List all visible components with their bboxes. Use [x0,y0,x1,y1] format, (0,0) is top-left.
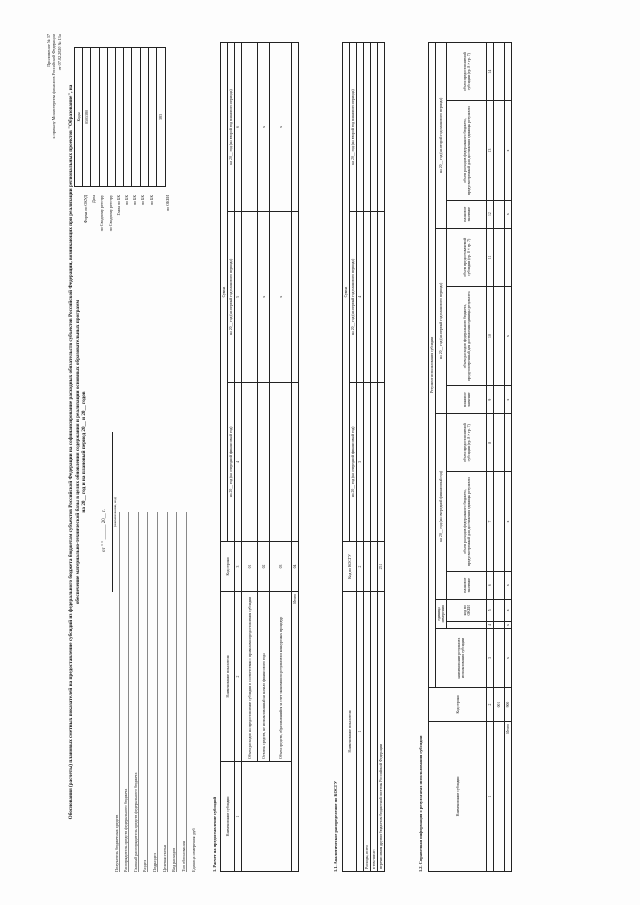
row-label: в том числе: [371,592,378,872]
cell[interactable] [494,200,505,228]
col-num: 10 [487,286,494,385]
meta-row [177,512,187,872]
cell[interactable] [378,211,385,382]
meta-label: Главный распорядитель средств федерального бюджета [132,772,138,872]
cell[interactable] [494,571,505,599]
col-year-3: на 20__ год (на второй год планового периода) [228,43,235,212]
code-label: Дата [91,195,97,203]
row-label: Объем средств, образовавшийся за счет экономии по результатам конкурсных процедур [270,592,292,762]
meta-label: Раздел [142,860,148,872]
col-num: 3 [235,542,242,592]
row-code: 04 [292,542,299,592]
cell[interactable] [494,472,505,571]
col-num: 3 [487,629,494,688]
col-code: Код строки [221,542,235,592]
cell [292,382,299,541]
col-num: 4 [357,211,364,382]
cell[interactable] [494,386,505,414]
table-header-row [221,43,228,872]
col-num: 4 [487,621,494,628]
col-num: 8 [487,414,494,472]
col-kosgu: Код по КОСГУ [343,542,357,592]
col-subsidy-amount: объем предоставляемой субсидии (гр. 8 × гр. 7) [447,228,487,286]
meta-row [120,512,130,872]
code-label: по Сводному реестру [107,195,113,232]
cell[interactable] [494,722,505,872]
col-name: Наименование субсидии [429,722,487,872]
date-line: от " " ______ 20__ г. [102,509,107,552]
col-sum: Сумма [221,43,228,542]
col-num: 4 [235,382,242,541]
row-code: 001 [494,688,505,722]
cell [364,542,371,592]
cell[interactable] [242,211,258,382]
col-plan: плановое значение [447,571,487,599]
appendix-line-3: от 07.02.2020 № 13н [56,34,62,71]
cell[interactable] [494,101,505,200]
col-cost-per-unit: объем расходов федерального бюджета, предусмотренный для достижения единицы результата [447,286,487,385]
form-title-text: Обоснования (расчеты) плановых сметных показателей на предоставление субсидий из федерального бюджета бюджетам субъектов Российской Федерации на софинансирование расходных обязательств субъектов Российской Федерации, возникающих при реализации региональных проектов "Образование", на обеспечение материально-технической базы в целях обновления содержания и реализации основных образовательных программ [68,84,81,820]
total-row [505,43,512,872]
table-row [242,43,258,872]
code-labels [82,192,172,362]
code-value [108,48,116,186]
meta-label: Распорядитель средств федерального бюджета [123,788,129,872]
row-code: 02 [258,542,270,592]
cell[interactable] [258,382,270,541]
cell: x [270,43,292,212]
code-value: 383 [157,114,163,120]
cell [371,382,378,541]
row-code: 03 [270,542,292,592]
code-label: по БК [148,195,154,206]
date-field [102,496,117,552]
code-label: по БК [123,195,129,206]
col-num: 13 [487,101,494,200]
table-header-row [429,43,436,872]
code-value: Коды [75,48,83,186]
cell: x [505,621,512,628]
col-num: 11 [487,228,494,286]
meta-fields [110,512,196,872]
table-row [270,43,292,872]
subsidy-name-cell[interactable] [242,762,292,872]
cell[interactable] [242,382,258,541]
cell [292,211,299,382]
col-year-1: на 20__ год (на очередной финансовый год) [228,382,235,541]
col-num: 3 [357,382,364,541]
column-number-row [235,43,242,872]
signature-caption: (наименование, код) [112,432,117,592]
cell[interactable] [378,382,385,541]
cell: x [505,286,512,385]
cell: x [505,629,512,688]
total-row [292,43,299,872]
col-plan: плановое значение [447,200,487,228]
col-year-1: на 20__ год (на очередной финансовый год) [436,414,447,600]
col-num: 6 [487,571,494,599]
cell [505,228,512,286]
col-subsidy-amount: объем предоставляемой субсидии (гр. 8 × гр. 7) [447,414,487,472]
rotated-form-sheet [40,22,600,882]
cell: x [505,571,512,599]
cell: x [505,386,512,414]
meta-row [187,512,197,872]
cell[interactable] [494,621,505,628]
col-unit-name [447,621,487,628]
col-num [357,43,364,212]
col-year-1: на 20__ год (на очередной финансовый год) [350,382,357,541]
col-year-2: на 20__ год (на первый год планового периода) [228,211,235,382]
code-label: по ОКЕИ [164,195,170,212]
meta-row [158,512,168,872]
cell: x [505,101,512,200]
appendix-line-1: Приложение № 37 [46,34,51,67]
col-sum: Сумма [343,43,350,542]
col-indicator: Наименование показателя [221,592,235,762]
meta-label: Единица измерения: руб [191,828,197,872]
code-value [116,48,124,186]
col-num: 14 [487,43,494,101]
col-okei: код по ОКЕИ [447,599,487,621]
cell: x [505,599,512,621]
cell [371,43,378,212]
meta-row [110,512,120,872]
section-3-heading: 1.2. Справочная информация о результатах использования субсидии [418,735,423,872]
table-header-row [343,43,350,872]
col-cost-per-unit: объем расходов федерального бюджета, предусмотренный для достижения единицы результата [447,472,487,571]
col-name: Наименование показателя [343,592,357,872]
row-label: Расходы, всего [364,592,371,872]
cell[interactable] [494,43,505,101]
cell [371,211,378,382]
meta-row [129,512,139,872]
section-2-table [342,42,385,872]
code-value [124,48,132,186]
col-num: 7 [487,472,494,571]
section-1-heading: 1. Расчет на предоставление субсидий [212,796,217,872]
col-num: 2 [487,688,494,722]
appendix-note [46,34,62,139]
meta-row [139,512,149,872]
section-2-heading: 1.1. Аналитическое распределение по КОСГУ [333,780,338,872]
col-num: 2 [357,542,364,592]
col-year-2: на 20__ год (на первый год планового периода) [350,211,357,382]
row-code: 251 [378,542,385,592]
cell: x [258,211,270,382]
cell[interactable] [494,286,505,385]
col-num: 5 [235,211,242,382]
table-row [378,43,385,872]
appendix-line-2: к приказу Министерства финансов Российской Федерации [51,34,57,139]
col-cost-per-unit: объем расходов федерального бюджета, предусмотренный для достижения единицы результата [447,101,487,200]
cell[interactable] [494,599,505,621]
table-row [258,43,270,872]
table-row [494,43,505,872]
code-value [100,48,108,186]
cell[interactable] [364,211,371,382]
row-code: 900 [505,688,512,722]
column-number-row [357,43,364,872]
cell: x [258,43,270,212]
col-plan: плановое значение [447,386,487,414]
meta-label: Целевая статья [161,845,167,872]
col-unit: единица измерения [436,599,447,629]
code-value [141,48,149,186]
col-code: Код строки [429,688,487,722]
total-label: Итого [505,722,512,872]
cell[interactable] [270,382,292,541]
col-num: 1 [235,762,242,872]
code-label: по Сводному реестру [99,195,105,232]
cell[interactable] [494,228,505,286]
col-num: 5 [487,599,494,621]
meta-row [168,512,178,872]
meta-row [148,512,158,872]
cell: x [505,472,512,571]
code-box [74,47,166,187]
code-label: по БК [140,195,146,206]
meta-label: Подраздел [151,853,157,872]
code-value [132,48,140,186]
code-value [91,48,99,186]
code-value: 0505380 [83,48,91,186]
cell[interactable] [364,382,371,541]
cell[interactable] [242,43,258,212]
code-label: по БК [132,195,138,206]
section-3-table [428,42,512,872]
col-year-2: на 20__ год (на первый год планового периода) [436,228,447,414]
cell[interactable] [494,414,505,472]
col-name: Наименование субсидии [221,762,235,872]
col-subsidy-amount: объем предоставляемой субсидии (гр. 8 × гр. 7) [447,43,487,101]
code-label: Глава по БК [115,195,121,216]
meta-label: Вид расходов [171,847,177,872]
table-row [371,43,378,872]
table-row [364,43,371,872]
cell: x [270,211,292,382]
column-number-row [487,43,494,872]
code-label [156,192,164,362]
row-label: Объем расходов на предоставление субсидии в соответствии с правилами предоставления субсидии [242,592,258,762]
cell: x [505,200,512,228]
total-label: Итого [292,592,299,872]
col-year-3: на 20__ год (на второй год планового периода) [350,43,357,212]
col-num: 1 [357,592,364,872]
col-num: 9 [487,386,494,414]
col-year-3: на 20__ год (на второй год планового периода) [436,43,447,229]
col-result-name: наименование результата использования субсидии [436,629,487,688]
cell [292,43,299,212]
col-num: 6 [235,43,242,212]
cell [505,43,512,101]
row-code: 01 [242,542,258,592]
code-label: Форма по ОКУД [83,195,88,224]
meta-label: Получатель бюджетных средств [113,814,119,872]
code-value [149,48,157,186]
row-label: перечисления другим бюджетам бюджетной системы Российской Федерации [378,592,385,872]
cell[interactable] [364,43,371,212]
form-title-period: на 20__ год и на плановый период 20__ и 20__ годов [81,391,87,513]
col-num: 2 [235,592,242,762]
cell[interactable] [494,629,505,688]
meta-label: Тип обоснования [180,841,186,872]
section-1-table [220,42,299,872]
cell [371,542,378,592]
cell [505,414,512,472]
col-results: Результат использования субсидии [429,43,436,688]
col-num: 12 [487,200,494,228]
col-num: 1 [487,722,494,872]
row-label: Остаток средств, не использованный на начало финансового года [258,592,270,762]
cell[interactable] [378,43,385,212]
